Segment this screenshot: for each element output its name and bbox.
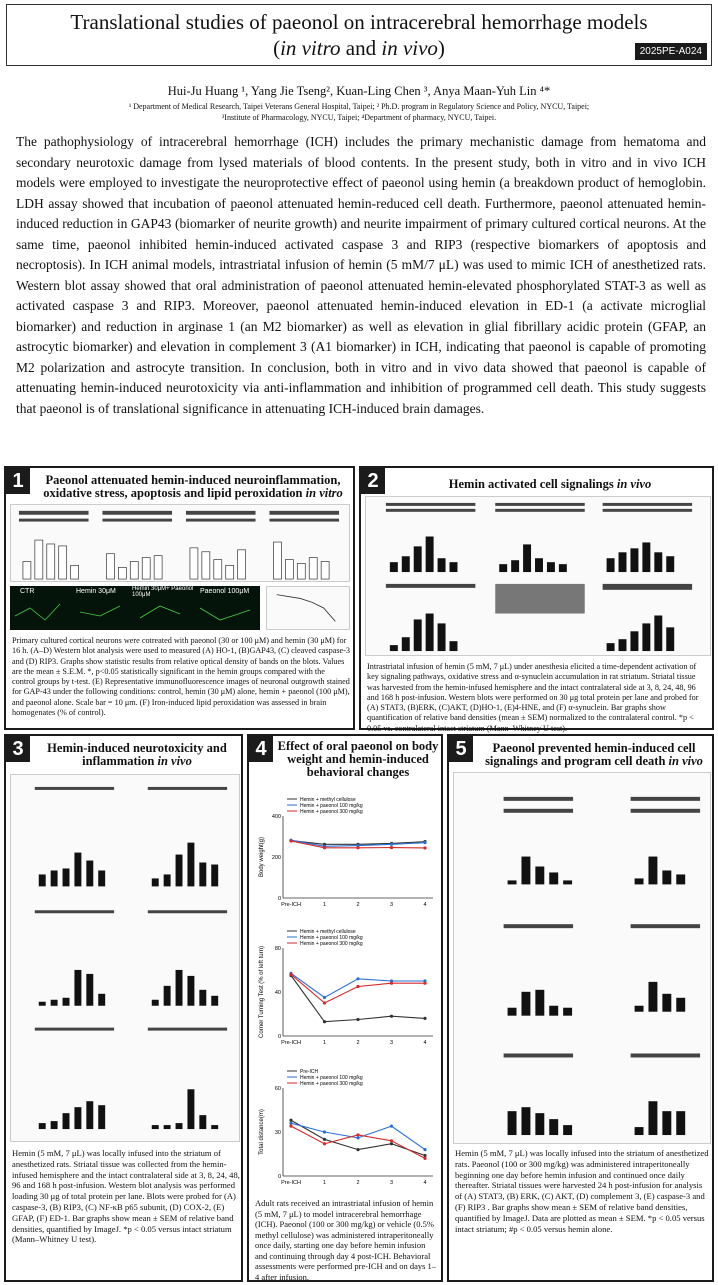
legend-label: Hemin + methyl cellulose	[300, 797, 356, 803]
micro-label-hemin-paeonol: Hemin 30μM+ Paeonol 100μM	[132, 586, 194, 598]
body-weight-chart	[255, 794, 439, 914]
panel-number: 3	[6, 736, 30, 762]
data-point	[289, 973, 292, 976]
panel-title: Hemin activated cell signalings in vivo	[448, 477, 652, 491]
panel-number: 2	[361, 468, 385, 494]
panel-caption: Adult rats received an intrastriatal infusion of hemin (5 mM, 7 μL) to model intracerebral hemorrhage (ICH). Paeonol (100 or 300 mg/kg) or vehicle (0.5% methyl cellulose) was administered intraperitoneally once daily, starting one day before hemin infusion and continuing through day 4 post-ICH. Behavioral assessments were performed pre-ICH and on days 1–4 after infusion.	[255, 1198, 437, 1282]
series-line	[291, 976, 425, 1022]
data-point	[390, 843, 393, 846]
legend-label: Hemin + paeonol 100 mg/kg	[300, 1075, 363, 1081]
x-tick-label: 3	[389, 1040, 394, 1046]
data-point	[423, 982, 426, 985]
title-line1: Translational studies of paeonol on intracerebral hemorrhage models	[70, 10, 648, 34]
data-point	[356, 846, 359, 849]
data-point	[289, 839, 292, 842]
legend-label: Pre-ICH	[300, 1069, 319, 1075]
data-point	[423, 1154, 426, 1157]
panel-caption: Hemin (5 mM, 7 μL) was locally infused into the striatum of anesthetized rats. Striatal tissue was collected from the hemin-infused hemisphere and the intact contralateral side at 3, 8, 24, 48, 96 and 168 h post-infusion. Western blot analysis was performed loading 30 μg of total protein per lane. Blots were probed for (A) caspase-3, (B) RIP3, (C) NF-κB p65 subunit, (D) COX-2, (E) GFAP, (F) ED-1. Bar graphs show mean ± SEM of relative band densities, quantified by ImageJ. *p < 0.05 versus intact striatum (Mann–Whitney U test).	[12, 1148, 240, 1245]
data-point	[356, 977, 359, 980]
y-tick-label: 0	[277, 896, 281, 902]
legend-label: Hemin + paeonol 300 mg/kg	[300, 809, 363, 815]
panel-number: 4	[249, 736, 273, 762]
panel-1	[4, 466, 355, 730]
panel-title: Hemin-induced neurotoxicity and inflammation in vivo	[47, 741, 227, 768]
poster-title-box	[6, 4, 712, 66]
data-point	[289, 1125, 292, 1128]
legend-label: Hemin + paeonol 100 mg/kg	[300, 935, 363, 941]
panel-5	[447, 734, 714, 1282]
legend-label: Hemin + paeonol 300 mg/kg	[300, 941, 363, 947]
data-point	[423, 1157, 426, 1160]
data-point	[323, 1001, 326, 1004]
x-tick-label: 4	[423, 1180, 427, 1186]
y-tick-label: 80	[274, 946, 281, 952]
legend-label: Hemin + paeonol 100 mg/kg	[300, 803, 363, 809]
x-tick-label: 4	[423, 902, 427, 908]
micro-label-hemin: Hemin 30μM	[76, 588, 116, 595]
series-line	[291, 1126, 425, 1158]
data-point	[423, 1017, 426, 1020]
legend-label: Hemin + methyl cellulose	[300, 929, 356, 935]
poster-title: Translational studies of paeonol on intracerebral hemorrhage models (in vitro and in vivo)	[70, 10, 648, 60]
data-point	[356, 1148, 359, 1151]
x-tick-label: 2	[356, 1180, 360, 1186]
panel-number: 5	[449, 736, 473, 762]
western-blot-figure-A-F	[365, 496, 711, 656]
x-tick-label: 4	[423, 1040, 427, 1046]
total-distance-chart	[255, 1066, 439, 1192]
lipid-peroxidation-chart	[266, 586, 350, 630]
data-point	[423, 1148, 426, 1151]
panel-title: Paeonol attenuated hemin-induced neuroinflammation, oxidative stress, apoptosis and lipid peroxidation in vitro	[43, 473, 343, 500]
micro-label-ctr: CTR	[20, 588, 35, 595]
y-axis-label: Corner Turning Test (% of left turn)	[259, 946, 265, 1038]
data-point	[390, 846, 393, 849]
data-point	[356, 985, 359, 988]
data-point	[423, 841, 426, 844]
x-tick-label: 3	[389, 902, 394, 908]
panel-4	[247, 734, 443, 1282]
y-axis-label: Total distance(m)	[259, 1109, 265, 1155]
poster-code-badge: 2025PE-A024	[635, 43, 707, 60]
data-point	[356, 1018, 359, 1021]
data-point	[423, 846, 426, 849]
y-tick-label: 60	[274, 1086, 281, 1092]
data-point	[323, 1130, 326, 1133]
data-point	[323, 1020, 326, 1023]
x-tick-label: 2	[356, 1040, 360, 1046]
x-tick-label: 2	[356, 902, 360, 908]
data-point	[356, 1133, 359, 1136]
data-point	[356, 1136, 359, 1139]
panel-caption: Primary cultured cortical neurons were cotreated with paeonol (30 or 100 μM) and hemin (30 μM) for 16 h. (A–D) Western blot analysis were used to measured (A) HO-1, (B)GAP43, (C) cleaved caspase-3 and (D) RIP3. Graphs show statistic results from relative optical density of bands on the blots. Values are the mean ± S.E.M. *, p<0.05 statistically significant in the hemin groups compared with the control groups by t-test. (E) Representative immunofluorescence images of neuronal outgrowth stained for GAP-43 under the following conditions: control, hemin (30 μM) alone, hemin + paeonol (100 μM), and paeonol alone. Scale bar = 10 μm. (F) Iron-induced lipid peroxidation was assessed in brain homogenates (% of control).	[12, 636, 350, 718]
panel-3	[4, 734, 243, 1282]
affiliation-line-1: ¹ Department of Medical Research, Taipei Veterans General Hospital, Taipei; ² Ph.D. program in Regulatory Science and Policy, NYCU, Taipei;	[128, 102, 590, 111]
data-point	[390, 1125, 393, 1128]
micro-label-paeonol: Paeonol 100μM	[200, 588, 250, 595]
data-point	[323, 996, 326, 999]
x-tick-label: 3	[389, 1180, 394, 1186]
x-tick-label: Pre-ICH	[281, 902, 301, 908]
x-tick-label: 1	[322, 902, 327, 908]
y-axis-label: Body weight(g)	[259, 836, 265, 878]
authors: Hui-Ju Huang ¹, Yang Jie Tseng², Kuan-Ling Chen ³, Anya Maan-Yuh Lin ⁴*	[167, 84, 551, 98]
western-blot-figure-A-F	[10, 774, 240, 1142]
data-point	[323, 1142, 326, 1145]
legend-label: Hemin + paeonol 300 mg/kg	[300, 1081, 363, 1087]
data-point	[390, 1139, 393, 1142]
panel-title: Effect of oral paeonol on body weight and hemin-induced behavioral changes	[277, 739, 439, 779]
x-tick-label: 1	[322, 1040, 327, 1046]
affiliation-line-2: ³Institute of Pharmacology, NYCU, Taipei; ⁴Department of pharmacy, NYCU, Taipei.	[221, 113, 497, 122]
data-point	[390, 1015, 393, 1018]
title-in-vitro: in vitro	[280, 36, 341, 60]
y-tick-label: 200	[271, 855, 281, 861]
data-point	[390, 982, 393, 985]
data-point	[390, 1142, 393, 1145]
panel-2	[359, 466, 714, 733]
y-tick-label: 40	[274, 990, 281, 996]
x-tick-label: Pre-ICH	[281, 1040, 301, 1046]
title-in-vivo: in vivo	[381, 36, 438, 60]
y-tick-label: 0	[277, 1174, 281, 1180]
data-point	[323, 1138, 326, 1141]
panel-title: Paeonol prevented hemin-induced cell signalings and program cell death in vivo	[485, 741, 703, 768]
abstract: The pathophysiology of intracerebral hemorrhage (ICH) includes the primary mechanistic damage from hematoma and secondary neurotoxic damage from lysed materials of blood contents. In the present study, both in vitro and in vivo ICH models were employed to investigate the neuroprotective effect of paeonol using hemin (a breakdown product of hemoglobin. LDH assay showed that incubation of paeonol attenuated hemin-reduced cell death. Furthermore, paeonol attenuated hemin-induced reduction in GAP43 (biomarker of neurite growth) and neurite impairment of primary cultured cortical neurons. At the same time, paeonol inhibited hemin-induced activated caspase 3 and RIP3 (respective biomarkers of apoptosis and necroptosis). In ICH animal models, intrastriatal infusion of hemin (5 mM/7 μL) was used to mimic ICH of anesthetized rats. Western blot assay showed that oral administration of paeonol attenuated hemin-elevated phosphorylated STAT-3 as well as activated caspase 3 and RIP3. Moreover, paeonol attenuated hemin-induced elevation in ED-1 (a activate microglial biomarker) and reduction in arginase 1 (an M2 biomarker) as well as elevation in glial fibrillary acidic protein (GFAP, an astrocytic biomarker) and elevation in complement 3 (A1 biomarker) in ICH, indicating that paeonol is capable of promoting M2 polarization and astrocyte transition. In conclusion, both in vitro and in vivo data showed that paeonol is capable of attenuating hemin-induced neurotoxicity via anti-inflammation and inhibition of programmed cell death. This study suggests that paeonol is of translational significance in attenuating ICH-induced brain damages.	[16, 134, 706, 416]
panel-caption: Intrastriatal infusion of hemin (5 mM, 7 μL) under anesthesia elicited a time-dependent activation of key signaling pathways, oxidative stress and α-synuclein accumulation in rat striatum. Striatal tissue was harvested from the hemin-infused hemisphere and the intact contralateral side at 3, 8, 24, 48, 96 and 168 h post-infusion. Western blots were performed on 30 μg total protein per lane and probed for (A) STAT3, (B)ERK, (C)AKT, (D)HO-1, (E)4-HNE, and (F) α-synuclein. Bar graphs show quantification of relative band densities (mean ± SEM) normalized to the contralateral control. *p < 0.05 vs. contralateral intact striatum (Mann–Whitney U test).	[367, 662, 699, 733]
panel-number: 1	[6, 468, 30, 494]
y-tick-label: 30	[274, 1130, 281, 1136]
data-point	[289, 1119, 292, 1122]
western-blot-figure-A-F	[453, 772, 711, 1144]
x-tick-label: 1	[322, 1180, 327, 1186]
data-point	[323, 846, 326, 849]
data-point	[289, 1122, 292, 1125]
x-tick-label: Pre-ICH	[281, 1180, 301, 1186]
y-tick-label: 400	[271, 814, 281, 820]
corner-turning-chart	[255, 926, 439, 1052]
panel-caption: Hemin (5 mM, 7 μL) was locally infused into the striatum of anesthetized rats. Paeonol (100 or 300 mg/kg) was administered intraperitoneally beginning one day before hemin infusion and continued once daily thereafter. Striatal tissues were harvested 24 h post-infusion for analysis of (A) STAT3, (B) ERK, (C) AKT, (D) complement 3, (E) caspase-3 and (F) RIP3 . Bar graphs show mean ± SEM of relative band densities, quantified by ImageJ. Data are plotted as mean ± SEM. *p < 0.05 versus intact striatum; #p < 0.05 versus hemin alone.	[455, 1148, 709, 1234]
y-tick-label: 0	[277, 1034, 281, 1040]
western-blot-figure-A-D	[10, 504, 350, 582]
